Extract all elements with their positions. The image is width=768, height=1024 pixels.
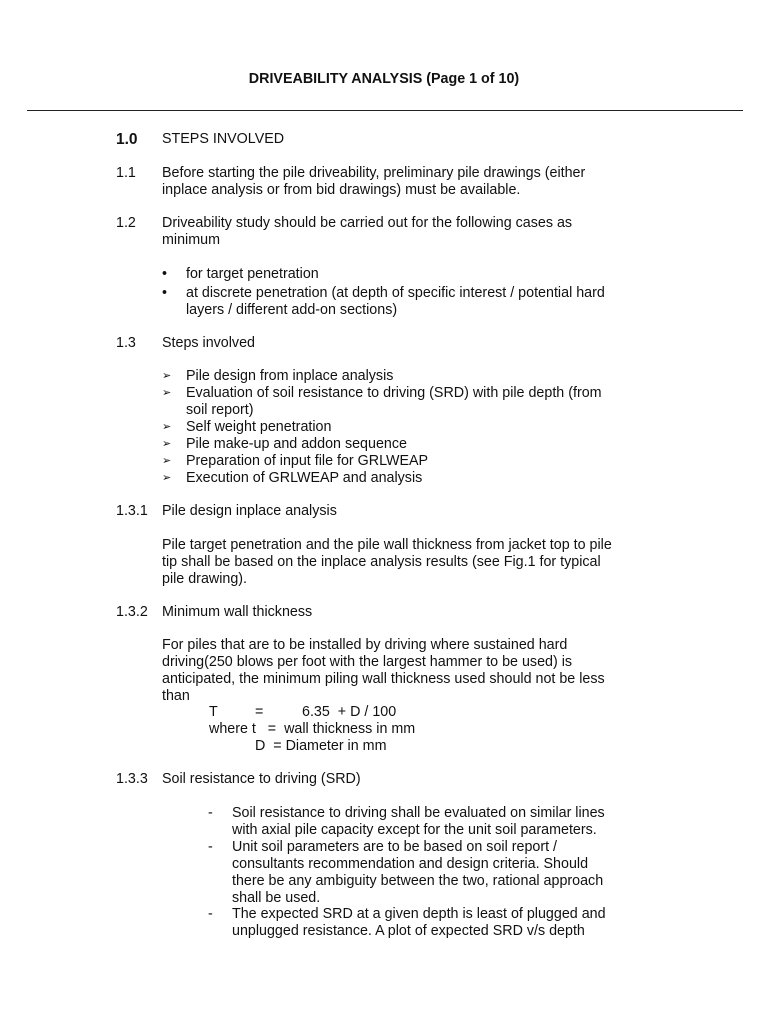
section-1-2-number: 1.2: [116, 215, 136, 231]
text-line: Pile make-up and addon sequence: [186, 436, 407, 452]
text-line: than: [162, 688, 190, 704]
step-item: [186, 453, 428, 470]
dash-icon: -: [208, 906, 213, 922]
bullet-item: [186, 285, 605, 319]
bullet-icon: •: [162, 266, 168, 282]
arrow-bullet-icon: ➢: [162, 455, 172, 467]
arrow-bullet-icon: ➢: [162, 370, 172, 382]
step-item: [186, 436, 407, 453]
text-line: tip shall be based on the inplace analysis results (see Fig.1 for typical: [162, 554, 601, 570]
section-1-3-title: Steps involved: [162, 335, 255, 351]
section-1-0-title: STEPS INVOLVED: [162, 131, 285, 147]
text-line: driving(250 blows per foot with the largest hammer to be used) is: [162, 654, 573, 670]
text-line: Driveability study should be carried out for the following cases as: [162, 215, 573, 231]
section-1-1-number: 1.1: [116, 165, 136, 181]
text-line: Execution of GRLWEAP and analysis: [186, 470, 423, 486]
text-line: inplace analysis or from bid drawings) must be available.: [162, 182, 521, 198]
section-1-0-number: 1.0: [116, 131, 138, 148]
text-line: minimum: [162, 232, 220, 248]
text-line: with axial pile capacity except for the unit soil parameters.: [232, 822, 597, 838]
section-1-3-2-title: Minimum wall thickness: [162, 604, 313, 620]
text-line: unplugged resistance. A plot of expected SRD v/s depth: [232, 923, 585, 939]
text-line: Soil resistance to driving shall be evaluated on similar lines: [232, 805, 605, 821]
text-line: for target penetration: [186, 266, 319, 282]
formula-lhs: T: [209, 704, 218, 720]
bullet-item: [186, 266, 319, 283]
section-1-3-number: 1.3: [116, 335, 136, 351]
section-1-3-2-number: 1.3.2: [116, 604, 148, 620]
text-line: layers / different add-on sections): [186, 302, 398, 318]
dash-icon: -: [208, 839, 213, 855]
text-line: The expected SRD at a given depth is least of plugged and: [232, 906, 606, 922]
section-1-1-text: [162, 165, 585, 199]
formula-equals: =: [255, 704, 264, 720]
text-line: shall be used.: [232, 890, 321, 906]
section-1-3-3-number: 1.3.3: [116, 771, 148, 787]
section-1-3-1-title: Pile design inplace analysis: [162, 503, 337, 519]
text-line: Before starting the pile driveability, preliminary pile drawings (either: [162, 165, 586, 181]
text-line: For piles that are to be installed by driving where sustained hard: [162, 637, 568, 653]
text-line: at discrete penetration (at depth of specific interest / potential hard: [186, 285, 605, 301]
step-item: [186, 385, 602, 419]
bullet-icon: •: [162, 285, 168, 301]
dash-item: [232, 805, 605, 839]
section-1-3-1-paragraph: [162, 537, 612, 588]
section-1-3-2-paragraph: [162, 637, 605, 705]
arrow-bullet-icon: ➢: [162, 421, 172, 433]
text-line: consultants recommendation and design criteria. Should: [232, 856, 589, 872]
text-line: soil report): [186, 402, 254, 418]
step-item: [186, 368, 393, 385]
dash-icon: -: [208, 805, 213, 821]
text-line: there be any ambiguity between the two, rational approach: [232, 873, 604, 889]
text-line: Self weight penetration: [186, 419, 332, 435]
formula-rhs: 6.35 + D / 100: [302, 704, 397, 720]
step-item: [186, 419, 331, 436]
step-item: [186, 470, 422, 487]
text-line: Preparation of input file for GRLWEAP: [186, 453, 429, 469]
section-1-3-1-number: 1.3.1: [116, 503, 148, 519]
text-line: Evaluation of soil resistance to driving (SRD) with pile depth (from: [186, 385, 602, 401]
dash-item: [232, 906, 606, 940]
text-line: Pile target penetration and the pile wall thickness from jacket top to pile: [162, 537, 612, 553]
arrow-bullet-icon: ➢: [162, 438, 172, 450]
formula-where-d: D = Diameter in mm: [255, 738, 387, 754]
section-1-3-3-title: Soil resistance to driving (SRD): [162, 771, 361, 787]
formula-where-t: where t = wall thickness in mm: [209, 721, 416, 737]
text-line: Pile design from inplace analysis: [186, 368, 394, 384]
text-line: anticipated, the minimum piling wall thickness used should not be less: [162, 671, 605, 687]
arrow-bullet-icon: ➢: [162, 387, 172, 399]
section-1-2-text: [162, 215, 572, 249]
dash-item: [232, 839, 603, 907]
text-line: Unit soil parameters are to be based on soil report /: [232, 839, 558, 855]
header-rule: [27, 110, 743, 111]
page-title: DRIVEABILITY ANALYSIS (Page 1 of 10): [248, 71, 520, 87]
arrow-bullet-icon: ➢: [162, 472, 172, 484]
text-line: pile drawing).: [162, 571, 248, 587]
